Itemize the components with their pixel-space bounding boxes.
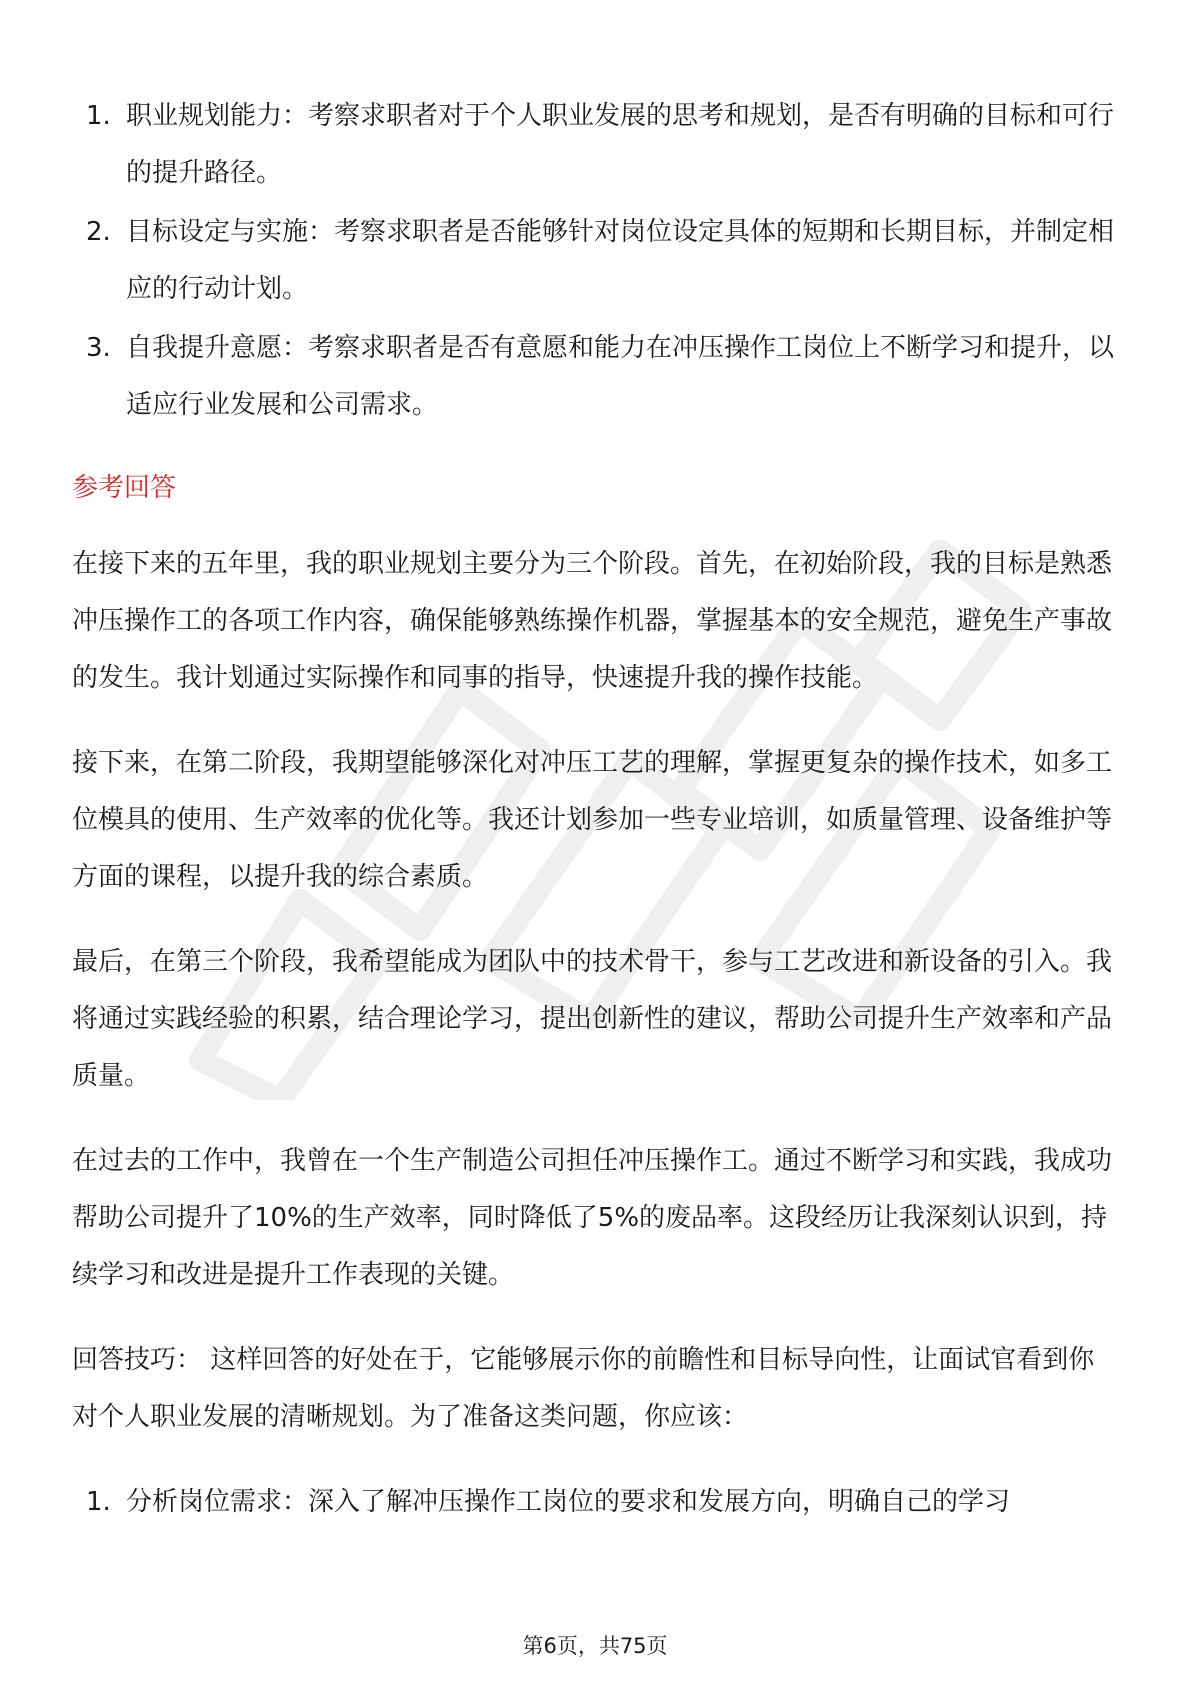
list-text: 自我提升意愿：考察求职者是否有意愿和能力在冲压操作工岗位上不断学习和提升，以适应行业发展和公司需求。: [126, 333, 1115, 420]
list-text: 目标设定与实施：考察求职者是否能够针对岗位设定具体的短期和长期目标，并制定相应的行动计划。: [126, 217, 1115, 304]
tips-paragraph: 回答技巧： 这样回答的好处在于，它能够展示你的前瞻性和目标导向性，让面试官看到你对个人职业发展的清晰规划。为了准备这类问题，你应该：: [72, 1345, 1095, 1432]
list-number: 1.: [86, 101, 111, 131]
list-text: 分析岗位需求：深入了解冲压操作工岗位的要求和发展方向，明确自己的学习: [126, 1487, 1011, 1517]
preparation-list: [72, 1474, 1118, 1531]
list-number: 2.: [86, 217, 111, 247]
list-item: [72, 320, 1118, 434]
answer-paragraph: 接下来，在第二阶段，我期望能够深化对冲压工艺的理解，掌握更复杂的操作技术，如多工位模具的使用、生产效率的优化等。我还计划参加一些专业培训，如质量管理、设备维护等方面的课程，以提升我的综合素质。: [72, 748, 1113, 892]
list-item: [72, 204, 1118, 318]
answer-paragraph: 在接下来的五年里，我的职业规划主要分为三个阶段。首先，在初始阶段，我的目标是熟悉冲压操作工的各项工作内容，确保能够熟练操作机器，掌握基本的安全规范，避免生产事故的发生。我计划通过实际操作和同事的指导，快速提升我的操作技能。: [72, 549, 1113, 693]
assessment-points-list: [72, 88, 1118, 434]
list-number: 3.: [86, 333, 111, 363]
list-item: [72, 88, 1118, 202]
section-heading: 参考回答: [72, 473, 177, 503]
list-text: 职业规划能力：考察求职者对于个人职业发展的思考和规划，是否有明确的目标和可行的提升路径。: [126, 101, 1115, 188]
list-number: 1.: [86, 1487, 111, 1517]
document-body: [72, 88, 1118, 1533]
page-footer: 第6页，共75页: [522, 1634, 668, 1658]
answer-paragraph: 在过去的工作中，我曾在一个生产制造公司担任冲压操作工。通过不断学习和实践，我成功帮助公司提升了10%的生产效率，同时降低了5%的废品率。这段经历让我深刻认识到，持续学习和改进是提升工作表现的关键。: [72, 1146, 1113, 1290]
answer-paragraph: 最后，在第三个阶段，我希望能成为团队中的技术骨干，参与工艺改进和新设备的引入。我将通过实践经验的积累，结合理论学习，提出创新性的建议，帮助公司提升生产效率和产品质量。: [72, 947, 1113, 1091]
list-item: [72, 1474, 1118, 1531]
